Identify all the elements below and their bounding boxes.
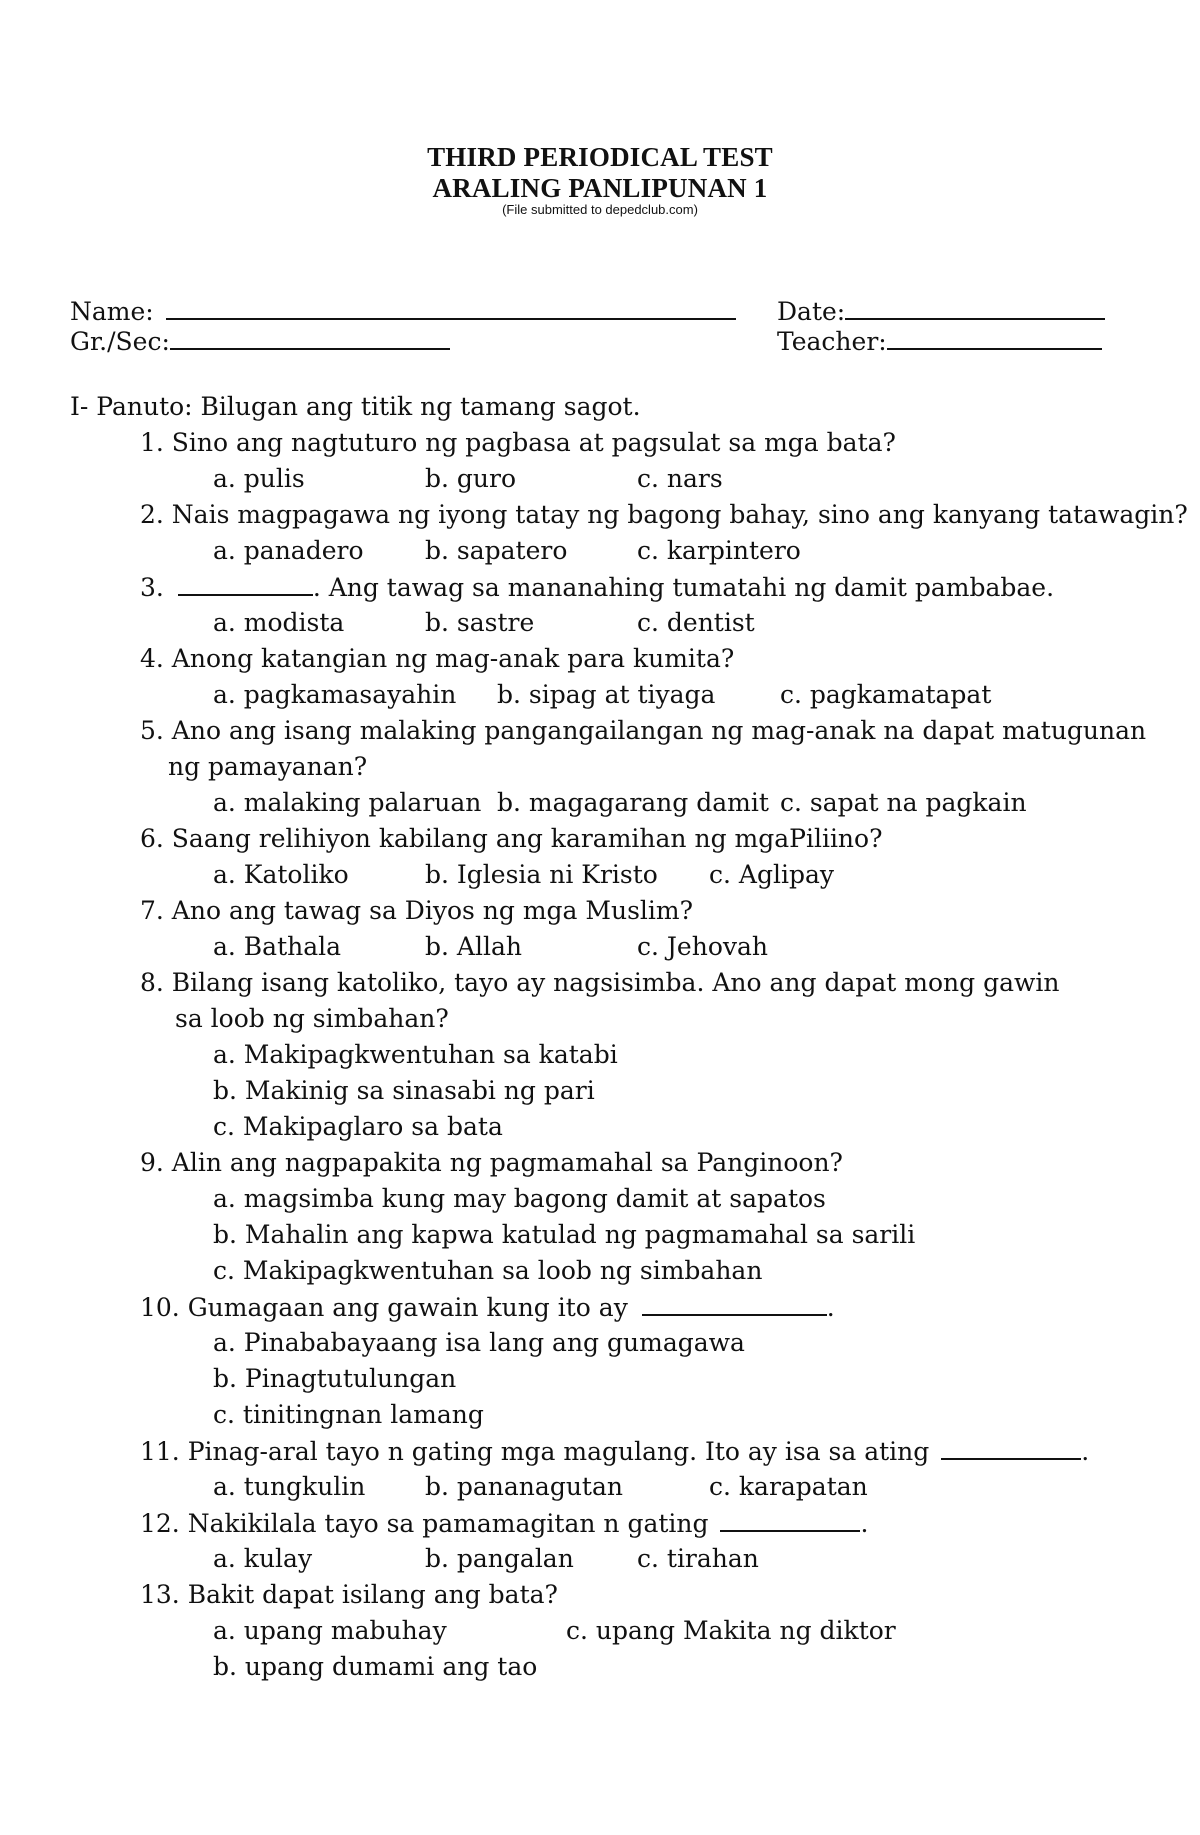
- question-5: 5. Ano ang isang malaking pangangailangan ng mag-anak na dapat matugunan: [140, 716, 1147, 745]
- instructions: I- Panuto: Bilugan ang titik ng tamang sagot.: [70, 392, 641, 421]
- question-11: 11. Pinag-aral tayo n gating mga magulang. Ito ay isa sa ating .: [140, 1437, 1090, 1466]
- q7-option-c[interactable]: c. Jehovah: [637, 932, 768, 961]
- q8-option-a[interactable]: a. Makipagkwentuhan sa katabi: [213, 1040, 618, 1069]
- question-8-cont: sa loob ng simbahan?: [175, 1004, 449, 1033]
- q4-option-b[interactable]: b. sipag at tiyaga: [497, 680, 716, 709]
- q4-option-a[interactable]: a. pagkamasayahin: [213, 680, 457, 709]
- q11-option-b[interactable]: b. pananagutan: [425, 1472, 623, 1501]
- question-12: 12. Nakikilala tayo sa pamamagitan n gating .: [140, 1509, 869, 1538]
- question-8: 8. Bilang isang katoliko, tayo ay nagsisimba. Ano ang dapat mong gawin: [140, 968, 1060, 997]
- q13-option-c[interactable]: c. upang Makita ng diktor: [566, 1616, 896, 1645]
- q2-option-c[interactable]: c. karpintero: [637, 536, 801, 565]
- q11-option-a[interactable]: a. tungkulin: [213, 1472, 366, 1501]
- name-field: [70, 296, 736, 327]
- question-6: 6. Saang relihiyon kabilang ang karamihan ng mgaPiliino?: [140, 824, 883, 853]
- grsec-blank[interactable]: [170, 326, 450, 350]
- q6-option-b[interactable]: b. Iglesia ni Kristo: [425, 860, 658, 889]
- teacher-blank[interactable]: [887, 326, 1102, 350]
- grsec-label: Gr./Sec:: [70, 327, 170, 356]
- q3-option-c[interactable]: c. dentist: [637, 608, 755, 637]
- question-13: 13. Bakit dapat isilang ang bata?: [140, 1580, 558, 1609]
- q9-option-a[interactable]: a. magsimba kung may bagong damit at sapatos: [213, 1184, 826, 1213]
- teacher-label: Teacher:: [777, 327, 887, 356]
- q13-option-b[interactable]: b. upang dumami ang tao: [213, 1652, 538, 1681]
- q12-text: 12. Nakikilala tayo sa pamamagitan n gating: [140, 1509, 709, 1538]
- q11-option-c[interactable]: c. karapatan: [709, 1472, 868, 1501]
- q7-option-b[interactable]: b. Allah: [425, 932, 522, 961]
- date-label: Date:: [777, 297, 846, 326]
- q3-option-a[interactable]: a. modista: [213, 608, 345, 637]
- q6-option-a[interactable]: a. Katoliko: [213, 860, 349, 889]
- teacher-field: [777, 326, 1102, 357]
- q2-option-b[interactable]: b. sapatero: [425, 536, 568, 565]
- q3-blank[interactable]: [178, 572, 313, 596]
- question-2: 2. Nais magpagawa ng iyong tatay ng bagong bahay, sino ang kanyang tatawagin?: [140, 500, 1188, 529]
- q1-option-c[interactable]: c. nars: [637, 464, 723, 493]
- q5-option-b[interactable]: b. magagarang damit: [497, 788, 769, 817]
- question-1: 1. Sino ang nagtuturo ng pagbasa at pagsulat sa mga bata?: [140, 428, 896, 457]
- q1-option-a[interactable]: a. pulis: [213, 464, 305, 493]
- question-3: [140, 572, 1054, 603]
- q10-option-a[interactable]: a. Pinababayaang isa lang ang gumagawa: [213, 1328, 745, 1357]
- q8-option-b[interactable]: b. Makinig sa sinasabi ng pari: [213, 1076, 595, 1105]
- q10-option-b[interactable]: b. Pinagtutulungan: [213, 1364, 457, 1393]
- q5-option-c[interactable]: c. sapat na pagkain: [780, 788, 1027, 817]
- q12-blank[interactable]: [720, 1508, 860, 1532]
- q7-option-a[interactable]: a. Bathala: [213, 932, 342, 961]
- question-9: 9. Alin ang nagpapakita ng pagmamahal sa Panginoon?: [140, 1148, 843, 1177]
- q2-option-a[interactable]: a. panadero: [213, 536, 364, 565]
- submission-note: (File submitted to depedclub.com): [502, 202, 698, 217]
- q4-option-c[interactable]: c. pagkamatapat: [780, 680, 992, 709]
- question-7: 7. Ano ang tawag sa Diyos ng mga Muslim?: [140, 896, 694, 925]
- date-blank[interactable]: [845, 296, 1105, 320]
- q11-blank[interactable]: [941, 1436, 1081, 1460]
- q3-text: . Ang tawag sa mananahing tumatahi ng damit pambabae.: [312, 573, 1055, 602]
- q5-option-a[interactable]: a. malaking palaruan: [213, 788, 482, 817]
- q13-option-a[interactable]: a. upang mabuhay: [213, 1616, 447, 1645]
- q12-option-a[interactable]: a. kulay: [213, 1544, 313, 1573]
- date-field: [777, 296, 1105, 327]
- q11-text: 11. Pinag-aral tayo n gating mga magulang. Ito ay isa sa ating: [140, 1437, 930, 1466]
- q12-option-c[interactable]: c. tirahan: [637, 1544, 759, 1573]
- name-blank[interactable]: [166, 296, 736, 320]
- q10-text: 10. Gumagaan ang gawain kung ito ay: [140, 1293, 628, 1322]
- q3-option-b[interactable]: b. sastre: [425, 608, 535, 637]
- q1-option-b[interactable]: b. guro: [425, 464, 517, 493]
- question-5-cont: ng pamayanan?: [168, 752, 368, 781]
- grsec-field: [70, 326, 450, 357]
- q10-option-c[interactable]: c. tinitingnan lamang: [213, 1400, 484, 1429]
- q6-option-c[interactable]: c. Aglipay: [709, 860, 834, 889]
- question-4: 4. Anong katangian ng mag-anak para kumita?: [140, 644, 735, 673]
- title-line-2: ARALING PANLIPUNAN 1: [432, 173, 768, 203]
- q3-number: 3.: [140, 573, 164, 602]
- name-label: Name:: [70, 297, 154, 326]
- q12-option-b[interactable]: b. pangalan: [425, 1544, 574, 1573]
- title-line-1: THIRD PERIODICAL TEST: [427, 142, 773, 172]
- q8-option-c[interactable]: c. Makipaglaro sa bata: [213, 1112, 503, 1141]
- q9-option-b[interactable]: b. Mahalin ang kapwa katulad ng pagmamahal sa sarili: [213, 1220, 916, 1249]
- q9-option-c[interactable]: c. Makipagkwentuhan sa loob ng simbahan: [213, 1256, 763, 1285]
- question-10: 10. Gumagaan ang gawain kung ito ay .: [140, 1293, 835, 1322]
- q10-blank[interactable]: [642, 1292, 827, 1316]
